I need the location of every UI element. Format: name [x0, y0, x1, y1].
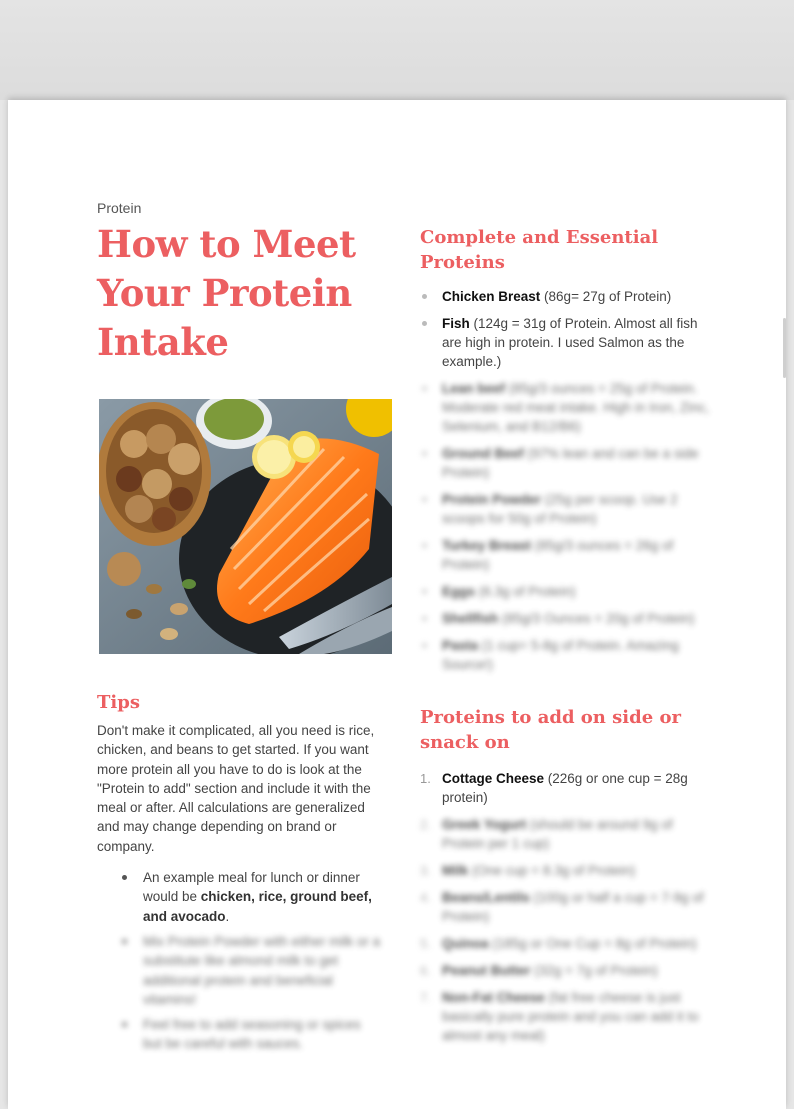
list-item — [420, 379, 710, 436]
item-number: 1. — [420, 771, 431, 786]
snack-proteins-heading: Proteins to add on side or snack on — [420, 707, 681, 753]
item-number: 3. — [420, 863, 431, 878]
item-name: Greek Yogurt — [442, 817, 527, 832]
tips-section — [97, 690, 382, 1060]
item-name: Protein Powder — [442, 492, 542, 507]
food-photo-icon — [99, 399, 392, 654]
item-detail: (32g = 7g of Protein) — [530, 963, 658, 978]
tips-paragraph: Don't make it complicated, all you need is rice, chicken, and beans to get started. If you want more protein all you have to do is look at the "Protein to add" section and include it with the meal or after. All calculations are generalized and may change depending on brand or company. — [97, 723, 375, 854]
document-page — [8, 100, 786, 1109]
item-detail: (85g/3 ounces = 26g of Protein) — [442, 538, 674, 572]
item-name: Non-Fat Cheese — [442, 990, 545, 1005]
snack-proteins-section — [420, 705, 710, 1053]
item-number: 5. — [420, 936, 431, 951]
tips-heading: Tips — [97, 692, 140, 713]
page-scroll-indicator[interactable] — [783, 318, 786, 378]
tip-text: Feel free to add seasoning or spices but be careful with sauces. — [143, 1017, 361, 1052]
item-name: Pasta — [442, 638, 479, 653]
item-detail: (100g or half a cup = 7-9g of Protein) — [442, 890, 704, 924]
item-name: Chicken Breast — [442, 289, 541, 304]
list-item — [420, 314, 710, 371]
item-detail: (97% lean and can be a side Protein) — [442, 446, 699, 480]
list-item — [420, 888, 710, 926]
item-number: 7. — [420, 990, 431, 1005]
tip-text: An example meal for lunch or dinner would be — [143, 870, 360, 905]
item-name: Peanut Butter — [442, 963, 531, 978]
list-item — [420, 582, 710, 601]
food-photo — [99, 399, 392, 654]
complete-proteins-section — [420, 225, 710, 682]
item-name: Milk — [442, 863, 469, 878]
snack-proteins-list — [420, 769, 710, 1045]
item-number: 6. — [420, 963, 431, 978]
item-detail: (1 cup= 5-8g of Protein. Amazing Source!) — [442, 638, 679, 672]
tip-end: . — [225, 908, 230, 924]
list-item — [97, 1015, 382, 1054]
item-name: Fish — [442, 316, 470, 331]
item-detail: (should be around 9g of Protein per 1 cup) — [442, 817, 673, 851]
list-item — [97, 868, 382, 926]
list-item — [420, 636, 710, 674]
list-item — [420, 988, 710, 1045]
item-name: Shellfish — [442, 611, 499, 626]
list-item — [420, 769, 710, 807]
list-item — [420, 609, 710, 628]
item-detail: (226g or one cup = 28g protein) — [442, 771, 688, 805]
list-item — [420, 934, 710, 953]
list-item — [97, 932, 382, 1009]
tip-emphasis: chicken, rice, ground beef, and avocado — [143, 889, 372, 924]
tips-list — [97, 868, 382, 1054]
item-number: 4. — [420, 890, 431, 905]
item-detail: (One cup = 8.3g of Protein) — [468, 863, 636, 878]
list-item — [420, 961, 710, 980]
list-item — [420, 536, 710, 574]
item-detail: (fat free cheese is just basically pure protein and you can add it to almost any meal) — [442, 990, 699, 1043]
item-detail: (124g = 31g of Protein. Almost all fish are high in protein. I used Salmon as the example.) — [442, 316, 698, 369]
list-item — [420, 287, 710, 306]
item-detail: (25g per scoop. Use 2 scoops for 50g of Protein) — [442, 492, 678, 526]
tip-text: Mix Protein Powder with either milk or a substitute like almond milk to get additional protein and beneficial vitamins! — [143, 933, 381, 1007]
title-block — [97, 200, 387, 367]
item-name: Quinoa — [442, 936, 489, 951]
list-item — [420, 861, 710, 880]
list-item — [420, 815, 710, 853]
item-name: Ground Beef — [442, 446, 524, 461]
item-name: Beans/Lentils — [442, 890, 530, 905]
item-detail: (6.3g of Protein) — [475, 584, 576, 599]
item-name: Lean beef — [442, 381, 506, 396]
section-eyebrow: Protein — [97, 200, 142, 216]
item-detail: (86g= 27g of Protein) — [540, 289, 672, 304]
item-name: Turkey Breast — [442, 538, 532, 553]
page-title: How to Meet Your Protein Intake — [97, 222, 356, 364]
item-name: Eggs — [442, 584, 476, 599]
item-detail: (85g/3 Ounces = 20g of Protein) — [498, 611, 695, 626]
item-name: Cottage Cheese — [442, 771, 545, 786]
complete-proteins-list — [420, 287, 710, 674]
item-detail: (185g or One Cup = 8g of Protein) — [488, 936, 697, 951]
list-item — [420, 490, 710, 528]
complete-proteins-heading: Complete and Essential Proteins — [420, 227, 659, 273]
item-number: 2. — [420, 817, 431, 832]
viewer-toolbar-area — [0, 0, 794, 100]
item-detail: (85g/3 ounces = 25g of Protein. Moderate red meat intake. High in Iron, Zinc, Selenium, and B12/B6) — [442, 381, 710, 434]
list-item — [420, 444, 710, 482]
